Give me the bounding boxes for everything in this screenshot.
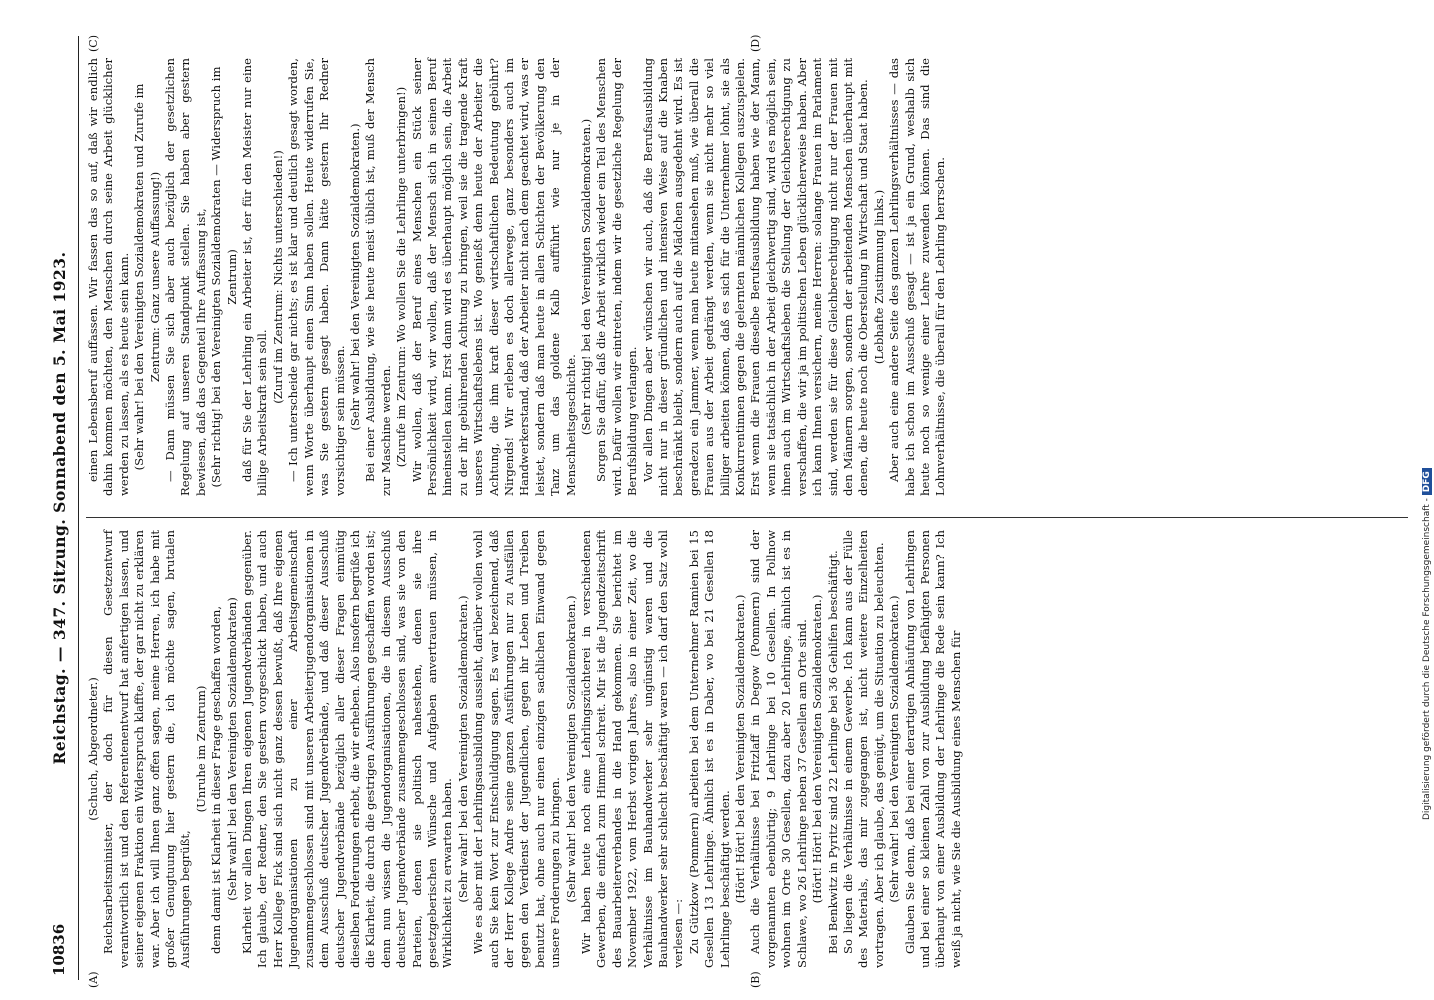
digitization-credit-text: Digitalisierung gefördert durch die Deutsche Forschungsgemeinschaft - xyxy=(1422,498,1432,820)
right-column-paragraph: (Sehr wahr! bei den Vereinigten Sozialdemokraten und Zurufe im Zentrum: Ganz unsere Auffassung!) xyxy=(132,83,162,471)
left-column-paragraph: (Sehr wahr! bei den Vereinigten Sozialdemokraten.) xyxy=(563,595,578,903)
right-column-paragraph: (Sehr richtig! bei den Vereinigten Sozialdemokraten — Widerspruch im Zentrum) xyxy=(209,66,239,488)
right-column-paragraph: Vor allen Dingen aber wünschen wir auch, daß die Berufsausbildung nicht nur in dieser gründlichen und intensiven Weise auf die Knaben beschränkt bleibt, sondern auch auf die Mädchen ausgedehnt wird. Es ist geradezu ein Jammer, wenn man heute mitansehen muß, wie überall die Frauen aus der Arbeit gedrängt werden, wenn sie nicht mehr so viel billiger arbeiten können, daß es sich für die Unternehmer lohnt, sie als Konkurrentinnen gegen die gelernten männlichen Kollegen auszuspielen. Erst wenn die Frauen dieselbe Berufsausbildung haben wie der Mann, wenn sie tatsächlich in der Arbeit gleichwertig sind, wird es möglich sein, ihnen auch im Wirtschaftsleben die Stellung der Gleichberechtigung zu verschaffen, die wir ja im politischen Leben glücklicherweise haben. Aber ich kann Ihnen versichern, meine Herren: solange Frauen im Parlament sind, werden sie für diese Gleichberechtigung nicht nur der Frauen mit den Männern sorgen, sondern der arbeitenden Menschen überhaupt mit denen, die heute noch die Oberstellung in Wirtschaft und Staat haben. xyxy=(640,58,871,496)
right-column-paragraph: — Ich unterscheide gar nichts; es ist klar und deutlich gesagt worden, wenn Worte überhaupt einen Sinn haben sollen. Heute widerrufen Sie, was Sie gestern gesagt haben. Dann hätte gestern Ihr Redner vorsichtiger sein müssen. xyxy=(286,58,347,496)
margin-mark-a: (A) xyxy=(87,971,100,988)
left-column-paragraph: (Hört! Hört! bei den Vereinigten Sozialdemokraten.) xyxy=(810,594,825,904)
left-column-paragraph: (Sehr wahr! bei den Vereinigten Sozialdemokraten.) xyxy=(887,595,902,903)
right-column-paragraph: Aber auch eine andere Seite des ganzen Lehrlingsverhältnisses — das habe ich schon im Ausschuß gesagt — ist ja ein Grund, weshalb sich heute noch so wenige einer Lehre zuwenden können. Das sind die Lohnverhältnisse, die überall für den Lehrling herrschen. xyxy=(887,58,948,496)
digitization-credit xyxy=(1422,220,1434,820)
right-column-paragraph: einen Lebensberuf auffassen. Wir fassen das so auf, daß wir endlich dahin kommen möchten, den Menschen durch seine Arbeit glücklicher werden zu lassen, als es heute sein kann. xyxy=(86,58,131,496)
margin-mark-b: (B) xyxy=(749,971,762,988)
right-column-paragraph: (Sehr richtig! bei den Vereinigten Sozialdemokraten.) xyxy=(579,118,593,436)
left-column-paragraph: Glauben Sie denn, daß bei einer derartigen Anhäufung von Lehrlingen und bei einer so kleinen Zahl von zur Ausbildung befähigten Personen überhaupt von einer Ausbildung der Lehrlinge die Rede sein kann? Ich weiß ja nicht, wie Sie die Ausbildung eines Menschen für xyxy=(902,530,963,968)
left-column-paragraph: Auch die Verhältnisse bei Fritzlaff in Degow (Pommern) sind der vorgenannten ebenbürtig; 9 Lehrlinge bei 10 Gesellen. In Pollnow wohnen im Orte 30 Gesellen, dazu aber 20 Lehrlinge, ähnlich ist es in Schlawe, wo 26 Lehrlinge neben 37 Gesellen am Orte sind. xyxy=(748,530,809,968)
right-column-paragraph: — Dann müssen Sie sich aber auch bezüglich der gesetzlichen Regelung auf unseren Standpunkt stellen. Sie haben aber gestern bewiesen, daß das Gegenteil Ihre Auffassung ist, xyxy=(163,58,208,496)
right-column-paragraph: daß für Sie der Lehrling ein Arbeiter ist, der für den Meister nur eine billige Arbeitskraft sein soll. xyxy=(240,58,270,496)
left-column-paragraph: (Schuch, Abgeordneter.) xyxy=(86,677,100,821)
left-column-paragraph: So liegen die Verhältnisse in einem Gewerbe. Ich kann aus der Fülle des Materials, das mir zugegangen ist, nicht weitere Einzelheiten vortragen. Aber ich glaube, das genügt, um die Situation zu beleuchten. xyxy=(840,530,886,968)
page-header xyxy=(48,28,80,988)
right-column-paragraph: (Zurufe im Zentrum: Wo wollen Sie die Lehrlinge unterbringen!) xyxy=(394,86,409,468)
margin-mark-c: (C) xyxy=(87,35,100,52)
column-divider xyxy=(86,517,1408,518)
left-column-paragraph: (Sehr wahr! bei den Vereinigten Sozialdemokraten.) xyxy=(455,595,470,903)
right-column-paragraph: Wir wollen, daß der Beruf eines Menschen ein Stück seiner Persönlichkeit wird, wir wollen, daß der Mensch sich in seinen Beruf hineinstellen kann. Erst dann wird es überhaupt möglich sein, die Arbeit zu der ihr gebührenden Achtung zu bringen, weil sie die tragende Kraft unseres Wirtschaftslebens ist. Wo genießt denn heute der Arbeiter die Achtung, die ihm kraft dieser wirtschaftlichen Bedeutung gebührt? Nirgends! Wir erleben es doch allerwege, ganz besonders auch im Handwerkerstand, daß der Arbeiter nicht nach dem geachtet wird, was er leistet, sondern daß man heute in allen Schichten der Bevölkerung den Tanz um das goldene Kalb aufführt wie nur je in der Menschheitsgeschichte. xyxy=(409,58,578,496)
left-column xyxy=(86,530,964,968)
right-column-paragraph: (Lebhafte Zustimmung links.) xyxy=(871,189,886,365)
left-column-paragraph: (Unruhe im Zentrum) xyxy=(193,685,208,813)
left-column-paragraph: (Sehr wahr! bei den Vereinigten Sozialdemokraten) xyxy=(224,597,239,901)
left-column-paragraph: Zu Gützkow (Pommern) arbeiten bei dem Unternehmer Ramien bei 15 Gesellen 13 Lehrlinge. Ähnlich ist es in Daber, wo bei 21 Gesellen 18 Lehrlinge beschäftigt werden. xyxy=(686,530,732,968)
left-column-paragraph: Klarheit vor allen Dingen Ihren eigenen Jugendverbänden gegenüber. Ich glaube, der Redner, den Sie gestern vorgeschickt haben, und auch Herr Kollege Fick sind sich nicht ganz dessen bewußt, daß Ihre eigenen Jugendorganisationen zu einer Arbeitsgemeinschaft zusammengeschlossen sind mit unseren Arbeiterjugendorganisationen in dem Ausschuß deutscher Jugendverbände, und daß dieser Ausschuß deutscher Jugendverbände bezüglich aller dieser Fragen einmütig dieselben Forderungen erhebt, die wir erheben. Also insofern begrüße ich die Klarheit, die durch die gestrigen Ausführungen geschaffen worden ist; denn nun wissen die Jugendorganisationen, die in diesem Ausschuß deutscher Jugendverbände zusammengeschlossen sind, was sie von den Parteien, denen sie politisch nahestehen, denen sie ihre gesetzgeberischen Wünsche und Aufgaben anvertrauen müssen, in Wirklichkeit zu erwarten haben. xyxy=(240,530,455,968)
left-column-paragraph: Wir haben heute noch eine Lehrlingszüchterei in verschiedenen Gewerben, die einfach zum Himmel schreit. Mir ist die Jugendzeitschrift des Bauarbeiterverbandes in die Hand gekommen. Sie berichtet im November 1922, vom Herbst vorigen Jahres, also in einer Zeit, wo die Verhältnisse im Bauhandwerker sehr ungünstig waren und die Bauhandwerker sehr schlecht beschäftigt waren — ich darf den Satz wohl verlesen —: xyxy=(579,530,686,968)
right-column-paragraph: (Zuruf im Zentrum: Nichts unterschieden!) xyxy=(270,150,285,404)
right-column-paragraph: (Sehr wahr! bei den Vereinigten Sozialdemokraten.) xyxy=(347,123,362,431)
left-column-paragraph: denn damit ist Klarheit in dieser Frage geschaffen worden, xyxy=(209,605,224,954)
right-column xyxy=(86,58,949,496)
left-column-paragraph: Reichsarbeitsminister, der doch für diesen Gesetzentwurf verantwortlich ist und den Referentenentwurf hat anfertigen lassen, und seiner eigenen Fraktion ein Widerspruch klaffte, der gar nicht zu erklären war. Aber ich will Ihnen ganz offen sagen, meine Herren, ich habe mit großer Genugtuung hier gestern die, ich möchte sagen, brutalen Ausführungen begrüßt, xyxy=(101,530,193,968)
page-title: Reichstag. — 347. Sitzung. Sonnabend den 5. Mai 1923. xyxy=(50,251,69,765)
dfg-logo-icon: DFG xyxy=(1422,468,1432,495)
header-rule xyxy=(78,36,79,980)
left-column-paragraph: Bei Benkwitz in Pyritz sind 22 Lehrlinge bei 36 Gehilfen beschäftigt. xyxy=(825,550,840,954)
right-column-paragraph: Bei einer Ausbildung, wie sie heute meist üblich ist, muß der Mensch zur Maschine werden. xyxy=(363,58,393,496)
page-number: 10836 xyxy=(50,923,68,976)
document-page xyxy=(48,28,1428,988)
right-column-paragraph: Sorgen Sie dafür, daß die Arbeit wirklich wieder ein Teil des Menschen wird. Dafür wollen wir eintreten, indem wir die gesetzliche Regelung der Berufsbildung verlangen. xyxy=(594,58,640,496)
left-column-paragraph: Wie es aber mit der Lehrlingsausbildung aussieht, darüber wollen wohl auch Sie kein Wort zur Entschuldigung sagen. Es war bezeichnend, daß der Herr Kollege Andre seine ganzen Ausführungen nur zu Ausfällen gegen den Verdienst der Jugendlichen, gegen ihr Leben und Treiben benutzt hat, ohne auch nur einen einzigen sachlichen Einwand gegen unsere Forderungen zu bringen. xyxy=(471,530,563,968)
margin-mark-d: (D) xyxy=(749,34,762,52)
left-column-paragraph: (Hört! Hört! bei den Vereinigten Sozialdemokraten.) xyxy=(733,594,748,904)
